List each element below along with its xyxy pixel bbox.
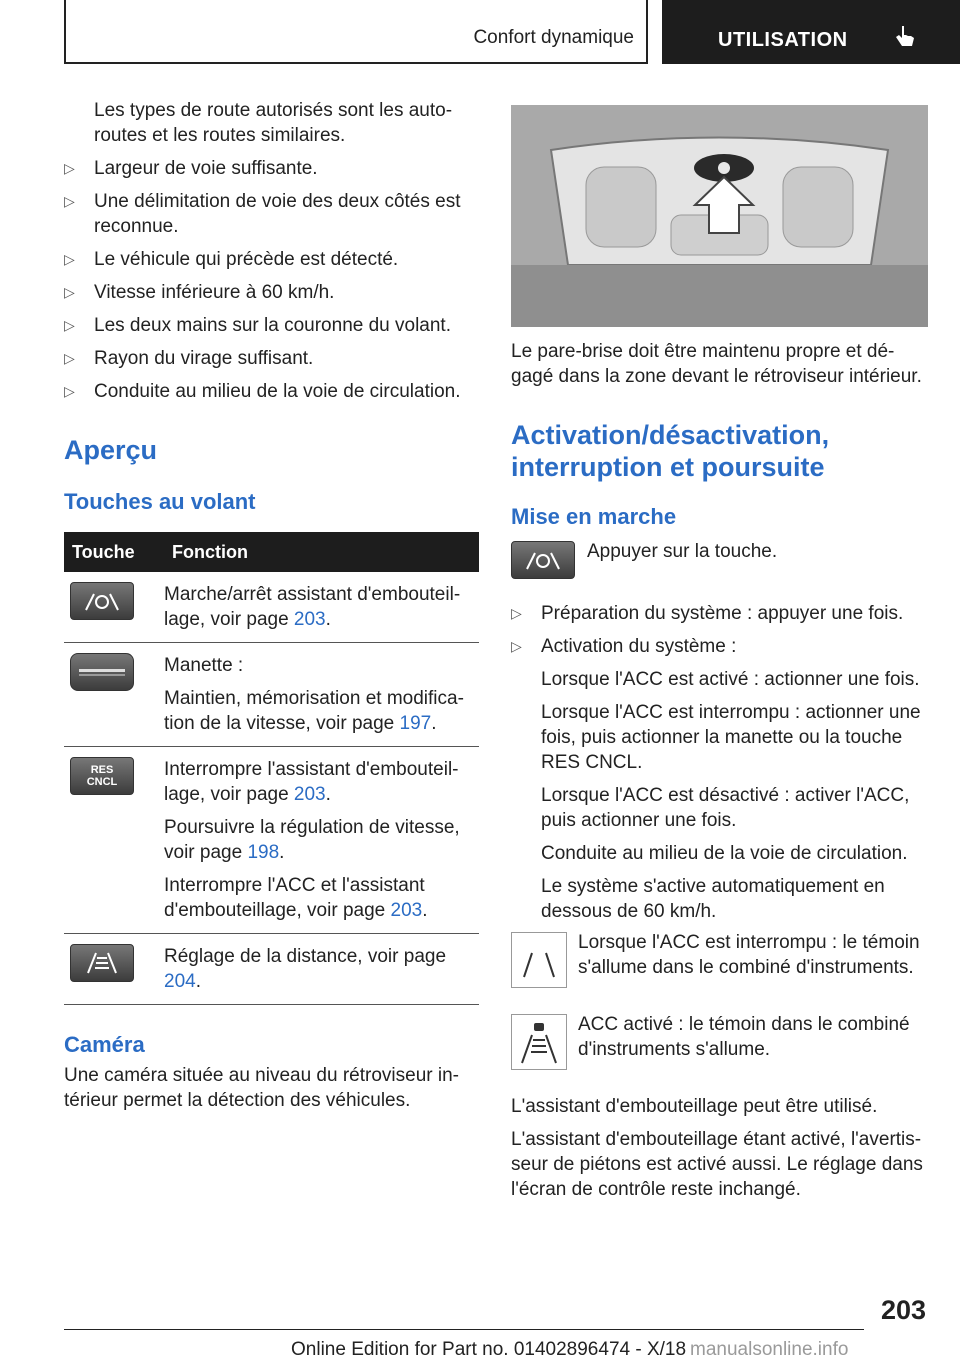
press-button-row [511, 541, 929, 591]
row-text: Poursuivre la régulation de vitesse, voir page 198. [164, 817, 460, 863]
table-row [64, 934, 479, 1005]
footer-watermark: manualsonline.info [690, 1339, 849, 1360]
table-row [64, 572, 479, 643]
list-item: ▷ Activation du système : Lorsque l'ACC est activé : actionner une fois. Lorsque l'ACC est interrompu : actionner une fois, puis actionner la manette ou la touche RES CNCL. Lorsque l'ACC est désactivé : activer l'ACC, puis actionner une fois. Conduite au milieu de la voie de circulation. Le système s'active automatiquement en dessous de 60 km/h. [511, 634, 929, 924]
conditions-list [64, 156, 479, 404]
steering-assist-icon [70, 582, 134, 620]
column-header-fonction: Fonction [164, 532, 479, 572]
table-row [64, 643, 479, 747]
windshield-camera-photo [511, 105, 928, 327]
footer-edition: Online Edition for Part no. 01402896474 - X/18 [291, 1339, 687, 1360]
pointing-hand-icon [894, 24, 916, 50]
list-item: ▷ Une délimitation de voie des deux côtés est reconnue. [64, 191, 461, 237]
triangle-bullet-icon: ▷ [64, 251, 75, 267]
header-section-box [64, 0, 648, 64]
acc-interrupted-indicator-icon [511, 932, 567, 988]
heading-mise-en-marche: Mise en marche [511, 504, 677, 529]
heading-touches-volant: Touches au volant [64, 489, 256, 514]
row-text: Marche/arrêt assistant d'embouteil-lage, voir page 203. [164, 584, 461, 630]
list-item: ▷ Vitesse inférieure à 60 km/h. [64, 282, 335, 303]
triangle-bullet-icon: ▷ [511, 605, 522, 621]
page-link[interactable]: 198 [247, 842, 280, 863]
car-interior-illustration [511, 105, 928, 327]
triangle-bullet-icon: ▷ [64, 350, 75, 366]
header-section-title: Confort dynamique [473, 27, 634, 48]
step-detail: Lorsque l'ACC est interrompu : actionner une fois, puis actionner la manette ou la touche RES CNCL. [541, 702, 921, 773]
triangle-bullet-icon: ▷ [64, 383, 75, 399]
triangle-bullet-icon: ▷ [511, 638, 522, 654]
page-link[interactable]: 203 [293, 784, 326, 805]
camera-text: Une caméra située au niveau du rétroviseur in-térieur permet la détection des véhicules. [64, 1065, 459, 1111]
step-detail: Conduite au milieu de la voie de circulation. [541, 843, 908, 864]
activation-steps-list [511, 601, 929, 924]
intro-text: Les types de route autorisés sont les auto-routes et les routes similaires. [94, 100, 453, 146]
step-detail: Lorsque l'ACC est désactivé : activer l'ACC, puis actionner une fois. [541, 785, 910, 831]
table-row [64, 747, 479, 934]
list-item: ▷ Conduite au milieu de la voie de circulation. [64, 381, 461, 402]
final-text-2: L'assistant d'embouteillage étant activé, l'avertis-seur de piétons est activé aussi. Le réglage dans l'écran de contrôle reste inchangé. [511, 1129, 923, 1200]
row-text: Réglage de la distance, voir page 204. [164, 946, 447, 992]
step-detail: Lorsque l'ACC est activé : actionner une fois. [541, 669, 920, 690]
list-item: ▷ Les deux mains sur la couronne du volant. [64, 315, 451, 336]
indicator-row-active [511, 1014, 929, 1094]
triangle-bullet-icon: ▷ [64, 317, 75, 333]
row-text: Interrompre l'assistant d'embouteil-lage, voir page 203. [164, 759, 459, 805]
list-item: ▷ Le véhicule qui précède est détecté. [64, 249, 399, 270]
list-item: ▷ Largeur de voie suffisante. [64, 158, 318, 179]
acc-active-indicator-icon [511, 1014, 567, 1070]
page-number: 203 [881, 1295, 927, 1325]
header-chapter-title: UTILISATION [718, 29, 848, 51]
res-cncl-icon: RES CNCL [70, 757, 134, 795]
footer-divider [64, 1329, 864, 1330]
list-item: ▷ Préparation du système : appuyer une fois. [511, 603, 904, 624]
left-column [64, 98, 479, 1121]
page-link[interactable]: 203 [390, 900, 423, 921]
steering-buttons-table [64, 532, 479, 1005]
final-text-1: L'assistant d'embouteillage peut être utilisé. [511, 1096, 878, 1117]
row-text: Manette : [164, 655, 244, 676]
distance-setting-icon [70, 944, 134, 982]
page-link[interactable]: 203 [293, 609, 326, 630]
steering-assist-icon [511, 541, 575, 579]
indicator-text-active: ACC activé : le témoin dans le combiné d'instruments s'allume. [578, 1014, 910, 1060]
page-link[interactable]: 197 [399, 713, 432, 734]
heading-camera: Caméra [64, 1032, 145, 1057]
row-text: Maintien, mémorisation et modifica-tion de la vitesse, voir page 197. [164, 688, 464, 734]
page-link[interactable]: 204 [164, 971, 196, 992]
heading-apercu: Aperçu [64, 435, 158, 465]
indicator-row-interrupted [511, 932, 929, 1010]
triangle-bullet-icon: ▷ [64, 193, 75, 209]
photo-caption: Le pare-brise doit être maintenu propre et dé-gagé dans la zone devant le rétroviseur intérieur. [511, 341, 922, 387]
press-button-text: Appuyer sur la touche. [587, 541, 778, 562]
step-detail: Le système s'active automatiquement en dessous de 60 km/h. [541, 876, 885, 922]
rocker-switch-icon [70, 653, 134, 691]
right-column [511, 105, 929, 1210]
header-chapter-box [662, 0, 960, 64]
heading-activation: Activation/désactivation, interruption et poursuite [511, 420, 830, 482]
row-text: Interrompre l'ACC et l'assistant d'embouteillage, voir page 203. [164, 875, 428, 921]
column-header-touche: Touche [64, 532, 164, 572]
list-item: ▷ Rayon du virage suffisant. [64, 348, 314, 369]
indicator-text-interrupted: Lorsque l'ACC est interrompu : le témoin s'allume dans le combiné d'instruments. [578, 932, 920, 978]
triangle-bullet-icon: ▷ [64, 284, 75, 300]
triangle-bullet-icon: ▷ [64, 160, 75, 176]
